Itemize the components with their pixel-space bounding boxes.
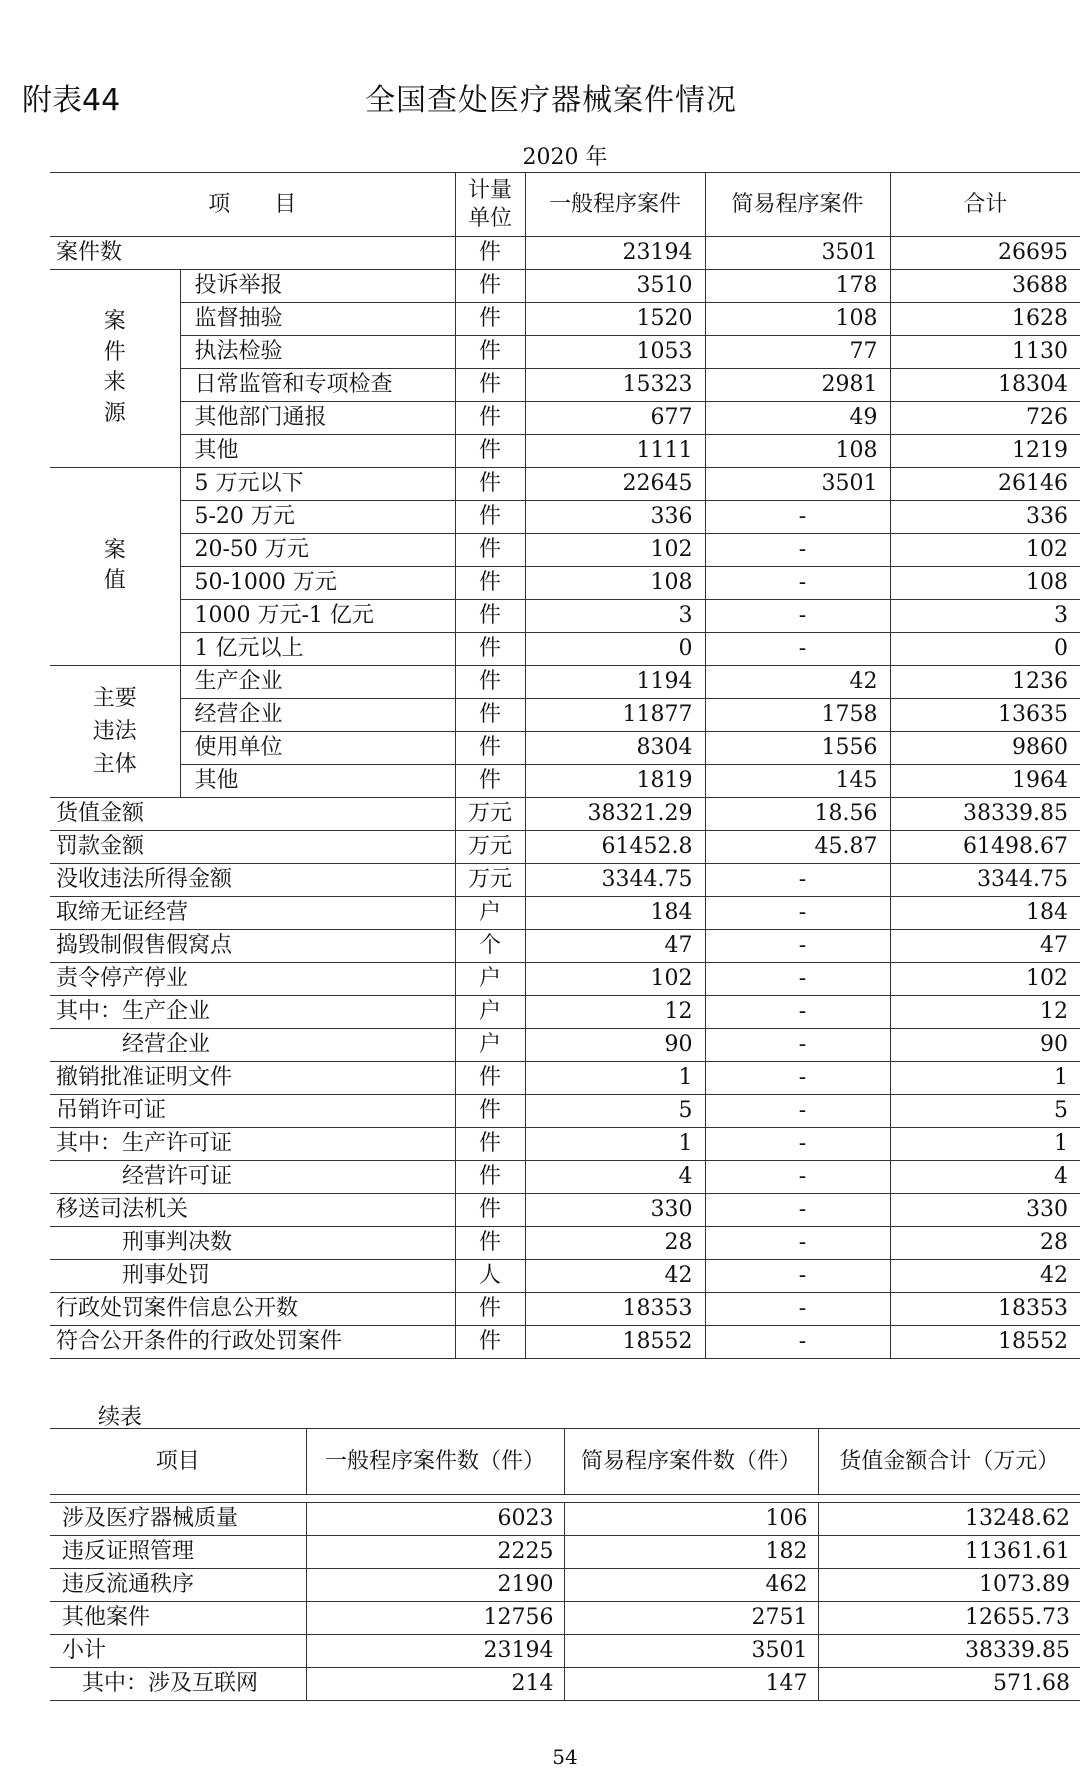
row-general: 2190 [306, 1569, 564, 1602]
row-general: 330 [525, 1194, 705, 1227]
row-total: 1964 [890, 765, 1080, 798]
row-total: 336 [890, 501, 1080, 534]
continued-row [50, 1569, 1080, 1602]
table-row [50, 270, 1080, 303]
row-label: 经营企业 [180, 699, 455, 732]
row-label: 其中：涉及互联网 [50, 1668, 306, 1701]
row-unit: 件 [455, 1062, 525, 1095]
row-unit: 件 [455, 237, 525, 270]
row-general: 6023 [306, 1503, 564, 1536]
row-general: 1819 [525, 765, 705, 798]
row-simple: - [705, 600, 890, 633]
row-label: 投诉举报 [180, 270, 455, 303]
row-unit: 户 [455, 897, 525, 930]
cont-header-item: 项目 [50, 1429, 306, 1495]
table-row [50, 336, 1080, 369]
group-label-text: 违法 [92, 719, 137, 744]
row-label: 其他案件 [50, 1602, 306, 1635]
row-simple: - [705, 864, 890, 897]
header-total: 合计 [890, 173, 1080, 237]
row-total: 3344.75 [890, 864, 1080, 897]
header-simple: 简易程序案件 [705, 173, 890, 237]
row-total: 184 [890, 897, 1080, 930]
row-general: 28 [525, 1227, 705, 1260]
row-unit: 件 [455, 567, 525, 600]
row-total: 18552 [890, 1326, 1080, 1359]
row-unit: 件 [455, 435, 525, 468]
row-unit: 件 [455, 633, 525, 666]
row-label: 使用单位 [180, 732, 455, 765]
group-label-text: 主要 [92, 686, 137, 711]
row-general: 336 [525, 501, 705, 534]
row-simple: 462 [564, 1569, 818, 1602]
table-row [50, 732, 1080, 765]
row-simple: - [705, 1194, 890, 1227]
row-unit: 件 [455, 699, 525, 732]
table-row [50, 633, 1080, 666]
continued-row [50, 1602, 1080, 1635]
row-value: 1073.89 [818, 1569, 1080, 1602]
table-row [50, 930, 1080, 963]
row-simple: 182 [564, 1536, 818, 1569]
table-row [50, 699, 1080, 732]
cont-header-value: 货值金额合计（万元） [818, 1429, 1080, 1495]
continued-row [50, 1503, 1080, 1536]
row-simple: 3501 [705, 468, 890, 501]
row-label: 符合公开条件的行政处罚案件 [50, 1326, 455, 1359]
row-general: 61452.8 [525, 831, 705, 864]
row-total: 0 [890, 633, 1080, 666]
row-value: 12655.73 [818, 1602, 1080, 1635]
row-simple: - [705, 1260, 890, 1293]
row-unit: 户 [455, 963, 525, 996]
row-general: 22645 [525, 468, 705, 501]
header-unit-line1: 计量 [468, 178, 513, 203]
group-label-text: 案件来源 [103, 308, 126, 427]
main-table [50, 172, 1080, 1359]
row-simple: - [705, 1029, 890, 1062]
group-label [50, 666, 180, 798]
row-label: 其中：生产许可证 [50, 1128, 455, 1161]
row-label: 1000 万元-1 亿元 [180, 600, 455, 633]
row-general: 5 [525, 1095, 705, 1128]
row-general: 1 [525, 1128, 705, 1161]
row-general: 15323 [525, 369, 705, 402]
row-unit: 人 [455, 1260, 525, 1293]
row-general: 3344.75 [525, 864, 705, 897]
row-label: 执法检验 [180, 336, 455, 369]
table-year: 2020 年 [522, 145, 608, 170]
row-total: 38339.85 [890, 798, 1080, 831]
header-gap [50, 1495, 1080, 1503]
row-general: 102 [525, 963, 705, 996]
row-unit: 件 [455, 1128, 525, 1161]
row-simple: 3501 [705, 237, 890, 270]
row-general: 4 [525, 1161, 705, 1194]
row-value: 13248.62 [818, 1503, 1080, 1536]
row-label: 撤销批准证明文件 [50, 1062, 455, 1095]
row-general: 3510 [525, 270, 705, 303]
row-unit: 件 [455, 468, 525, 501]
row-simple: 49 [705, 402, 890, 435]
row-unit: 件 [455, 1095, 525, 1128]
row-unit: 个 [455, 930, 525, 963]
row-simple: 145 [705, 765, 890, 798]
table-row [50, 1194, 1080, 1227]
table-row [50, 237, 1080, 270]
row-general: 214 [306, 1668, 564, 1701]
row-total: 26695 [890, 237, 1080, 270]
header-unit-line2: 单位 [468, 205, 513, 231]
row-simple: - [705, 1161, 890, 1194]
row-general: 1111 [525, 435, 705, 468]
table-row [50, 798, 1080, 831]
table-row [50, 1128, 1080, 1161]
row-total: 26146 [890, 468, 1080, 501]
row-unit: 件 [455, 369, 525, 402]
row-simple: - [705, 897, 890, 930]
row-unit: 件 [455, 1326, 525, 1359]
row-label: 案件数 [50, 237, 455, 270]
row-label: 1 亿元以上 [180, 633, 455, 666]
row-general: 18552 [525, 1326, 705, 1359]
row-general: 12 [525, 996, 705, 1029]
table-row [50, 963, 1080, 996]
row-general: 1194 [525, 666, 705, 699]
row-simple: 42 [705, 666, 890, 699]
row-label: 捣毁制假售假窝点 [50, 930, 455, 963]
table-row [50, 996, 1080, 1029]
row-total: 5 [890, 1095, 1080, 1128]
row-simple: 106 [564, 1503, 818, 1536]
row-simple: 108 [705, 435, 890, 468]
row-label: 日常监管和专项检查 [180, 369, 455, 402]
row-total: 47 [890, 930, 1080, 963]
table-row [50, 1326, 1080, 1359]
row-unit: 件 [455, 1194, 525, 1227]
row-simple: - [705, 930, 890, 963]
row-simple: - [705, 534, 890, 567]
row-total: 61498.67 [890, 831, 1080, 864]
table-row [50, 1293, 1080, 1326]
row-total: 28 [890, 1227, 1080, 1260]
row-simple: 147 [564, 1668, 818, 1701]
row-general: 23194 [525, 237, 705, 270]
row-general: 184 [525, 897, 705, 930]
row-label: 其他 [180, 435, 455, 468]
row-label: 责令停产停业 [50, 963, 455, 996]
row-value: 38339.85 [818, 1635, 1080, 1668]
row-simple: - [705, 567, 890, 600]
row-simple: 3501 [564, 1635, 818, 1668]
row-general: 2225 [306, 1536, 564, 1569]
row-total: 3688 [890, 270, 1080, 303]
row-general: 38321.29 [525, 798, 705, 831]
row-unit: 万元 [455, 831, 525, 864]
appendix-label: 附表44 [22, 83, 121, 118]
continued-row [50, 1536, 1080, 1569]
row-general: 102 [525, 534, 705, 567]
row-total: 330 [890, 1194, 1080, 1227]
row-general: 8304 [525, 732, 705, 765]
row-total: 1130 [890, 336, 1080, 369]
table-row [50, 303, 1080, 336]
row-general: 677 [525, 402, 705, 435]
header-unit [455, 173, 525, 237]
row-label: 涉及医疗器械质量 [50, 1503, 306, 1536]
row-total: 1219 [890, 435, 1080, 468]
row-unit: 件 [455, 765, 525, 798]
table-row [50, 567, 1080, 600]
row-label: 行政处罚案件信息公开数 [50, 1293, 455, 1326]
row-label: 其他 [180, 765, 455, 798]
table-row [50, 1062, 1080, 1095]
table-row [50, 534, 1080, 567]
row-unit: 万元 [455, 798, 525, 831]
table-row [50, 402, 1080, 435]
row-total: 726 [890, 402, 1080, 435]
row-total: 12 [890, 996, 1080, 1029]
row-total: 4 [890, 1161, 1080, 1194]
table-row [50, 1161, 1080, 1194]
row-unit: 件 [455, 1227, 525, 1260]
row-unit: 件 [455, 600, 525, 633]
row-simple: - [705, 996, 890, 1029]
row-label: 没收违法所得金额 [50, 864, 455, 897]
table-row [50, 831, 1080, 864]
group-label-text: 案值 [103, 537, 126, 594]
row-unit: 件 [455, 270, 525, 303]
continued-table [50, 1428, 1080, 1701]
header-item: 项 目 [50, 173, 455, 237]
continued-row [50, 1668, 1080, 1701]
row-label: 5 万元以下 [180, 468, 455, 501]
row-label: 20-50 万元 [180, 534, 455, 567]
row-simple: - [705, 1128, 890, 1161]
row-simple: 77 [705, 336, 890, 369]
row-label: 经营企业 [50, 1029, 455, 1062]
row-label: 生产企业 [180, 666, 455, 699]
row-total: 1 [890, 1128, 1080, 1161]
row-total: 1 [890, 1062, 1080, 1095]
row-label: 监督抽验 [180, 303, 455, 336]
row-label: 移送司法机关 [50, 1194, 455, 1227]
row-label: 经营许可证 [50, 1161, 455, 1194]
row-unit: 户 [455, 996, 525, 1029]
row-general: 42 [525, 1260, 705, 1293]
row-general: 0 [525, 633, 705, 666]
row-unit: 万元 [455, 864, 525, 897]
table-row [50, 468, 1080, 501]
row-total: 18353 [890, 1293, 1080, 1326]
row-total: 18304 [890, 369, 1080, 402]
table-row [50, 435, 1080, 468]
row-label: 罚款金额 [50, 831, 455, 864]
row-general: 1520 [525, 303, 705, 336]
row-unit: 件 [455, 534, 525, 567]
continued-header-row [50, 1429, 1080, 1495]
row-general: 11877 [525, 699, 705, 732]
row-total: 9860 [890, 732, 1080, 765]
row-general: 3 [525, 600, 705, 633]
row-total: 90 [890, 1029, 1080, 1062]
row-simple: 2751 [564, 1602, 818, 1635]
row-total: 1236 [890, 666, 1080, 699]
row-general: 90 [525, 1029, 705, 1062]
row-general: 18353 [525, 1293, 705, 1326]
row-total: 1628 [890, 303, 1080, 336]
row-total: 3 [890, 600, 1080, 633]
table-row [50, 666, 1080, 699]
group-label-source [50, 270, 180, 468]
row-label: 50-1000 万元 [180, 567, 455, 600]
row-general: 1 [525, 1062, 705, 1095]
table-row [50, 1029, 1080, 1062]
row-label: 吊销许可证 [50, 1095, 455, 1128]
row-total: 102 [890, 534, 1080, 567]
row-unit: 件 [455, 732, 525, 765]
row-label: 违反流通秩序 [50, 1569, 306, 1602]
continued-label: 续表 [98, 1405, 143, 1430]
row-unit: 件 [455, 501, 525, 534]
row-label: 取缔无证经营 [50, 897, 455, 930]
row-general: 108 [525, 567, 705, 600]
table-header-row [50, 173, 1080, 237]
row-unit: 件 [455, 303, 525, 336]
row-simple: 108 [705, 303, 890, 336]
row-simple: 18.56 [705, 798, 890, 831]
table-row [50, 369, 1080, 402]
table-row [50, 765, 1080, 798]
continued-row [50, 1635, 1080, 1668]
row-simple: - [705, 963, 890, 996]
table-row [50, 1227, 1080, 1260]
row-simple: 1556 [705, 732, 890, 765]
row-simple: 2981 [705, 369, 890, 402]
row-total: 13635 [890, 699, 1080, 732]
row-label: 其中：生产企业 [50, 996, 455, 1029]
row-general: 47 [525, 930, 705, 963]
group-label-text: 主体 [92, 752, 137, 777]
row-simple: - [705, 1095, 890, 1128]
row-label: 货值金额 [50, 798, 455, 831]
row-simple: 1758 [705, 699, 890, 732]
row-simple: - [705, 633, 890, 666]
table-row [50, 1260, 1080, 1293]
row-unit: 件 [455, 402, 525, 435]
row-total: 102 [890, 963, 1080, 996]
group-label-value [50, 468, 180, 666]
row-unit: 件 [455, 336, 525, 369]
row-label: 其他部门通报 [180, 402, 455, 435]
row-label: 违反证照管理 [50, 1536, 306, 1569]
table-row [50, 864, 1080, 897]
cont-header-simple: 简易程序案件数（件） [564, 1429, 818, 1495]
row-simple: - [705, 1326, 890, 1359]
row-unit: 件 [455, 666, 525, 699]
row-general: 12756 [306, 1602, 564, 1635]
row-simple: - [705, 501, 890, 534]
row-label: 小计 [50, 1635, 306, 1668]
row-simple: 178 [705, 270, 890, 303]
row-simple: - [705, 1227, 890, 1260]
row-label: 刑事处罚 [50, 1260, 455, 1293]
page-title: 全国查处医疗器械案件情况 [365, 83, 737, 118]
row-total: 42 [890, 1260, 1080, 1293]
row-value: 11361.61 [818, 1536, 1080, 1569]
table-row [50, 501, 1080, 534]
row-unit: 件 [455, 1161, 525, 1194]
row-total: 108 [890, 567, 1080, 600]
table-row [50, 897, 1080, 930]
table-row [50, 1095, 1080, 1128]
header-general: 一般程序案件 [525, 173, 705, 237]
cont-header-general: 一般程序案件数（件） [306, 1429, 564, 1495]
row-label: 刑事判决数 [50, 1227, 455, 1260]
row-simple: 45.87 [705, 831, 890, 864]
row-value: 571.68 [818, 1668, 1080, 1701]
row-simple: - [705, 1293, 890, 1326]
row-label: 5-20 万元 [180, 501, 455, 534]
row-unit: 户 [455, 1029, 525, 1062]
row-general: 1053 [525, 336, 705, 369]
row-simple: - [705, 1062, 890, 1095]
table-row [50, 600, 1080, 633]
row-general: 23194 [306, 1635, 564, 1668]
row-unit: 件 [455, 1293, 525, 1326]
page-number: 54 [552, 1745, 578, 1769]
